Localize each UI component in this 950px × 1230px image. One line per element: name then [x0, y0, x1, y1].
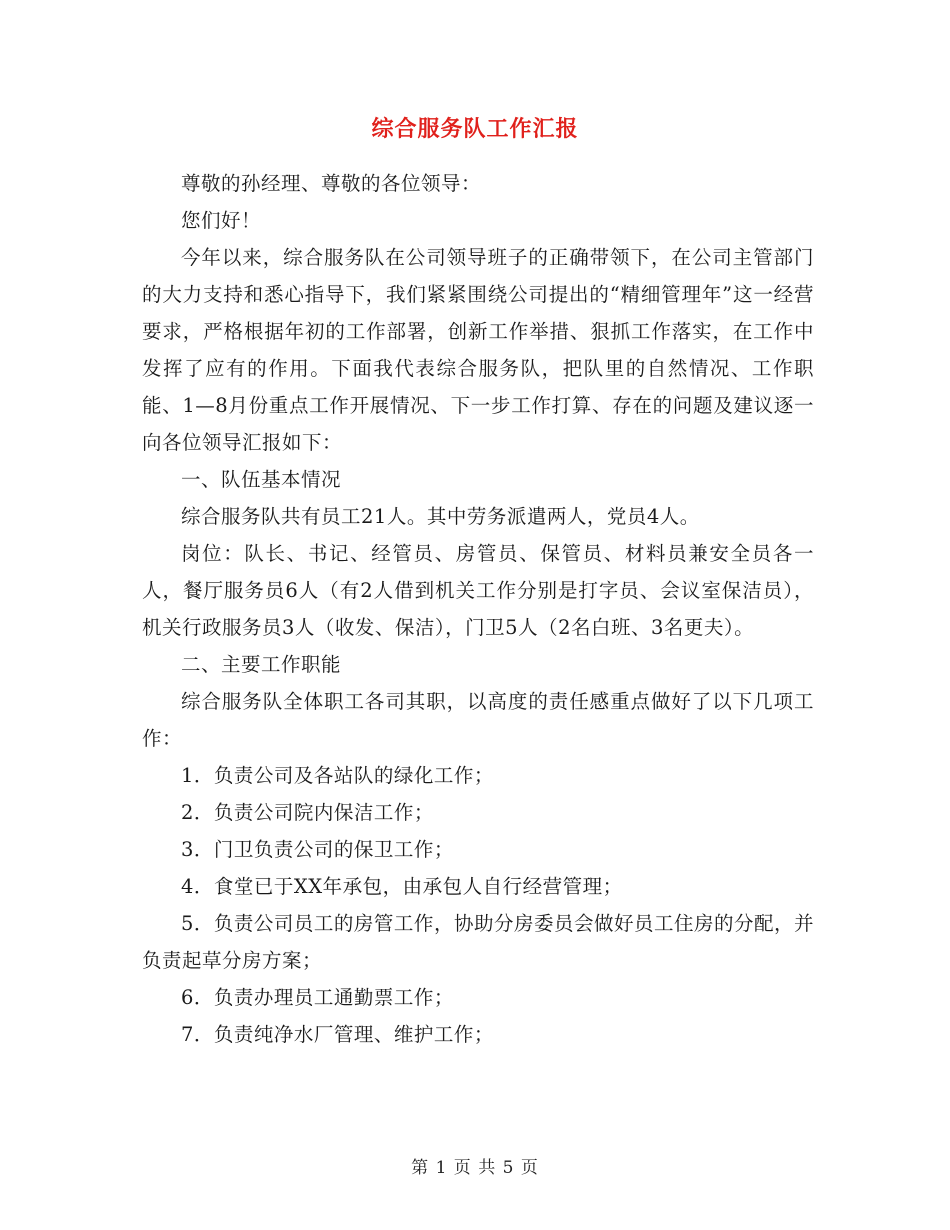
duty-item: 6．负责办理员工通勤票工作； — [181, 986, 454, 1009]
duty-item: 1．负责公司及各站队的绿化工作； — [181, 764, 494, 787]
section-heading-1: 一、队伍基本情况 — [181, 468, 342, 491]
document-title: 综合服务队工作汇报 — [371, 116, 579, 142]
section-heading-2: 二、主要工作职能 — [181, 653, 342, 676]
page-number-footer: 第 1 页 共 5 页 — [411, 1158, 539, 1178]
duty-item: 2．负责公司院内保洁工作； — [181, 801, 434, 824]
duties-intro-paragraph: 综合服务队全体职工各司其职，以高度的责任感重点做好了以下几项工作： — [142, 690, 814, 750]
duty-item: 7．负责纯净水厂管理、维护工作； — [181, 1023, 494, 1046]
document-body — [142, 165, 814, 1053]
duty-item: 3．门卫负责公司的保卫工作； — [181, 838, 454, 861]
salutation-paragraph: 尊敬的孙经理、尊敬的各位领导： — [181, 172, 482, 195]
greeting-paragraph: 您们好！ — [181, 209, 262, 232]
positions-paragraph: 岗位：队长、书记、经管员、房管员、保管员、材料员兼安全员各一人，餐厅服务员6人（有2人借到机关工作分别是打字员、会议室保洁员），机关行政服务员3人（收发、保洁），门卫5人（2名白班、3名更夫）。 — [142, 542, 814, 639]
duty-item: 5．负责公司员工的房管工作，协助分房委员会做好员工住房的分配，并负责起草分房方案； — [142, 912, 814, 972]
duty-item: 4．食堂已于XX年承包，由承包人自行经营管理； — [181, 875, 623, 898]
intro-paragraph: 今年以来，综合服务队在公司领导班子的正确带领下，在公司主管部门的大力支持和悉心指导下，我们紧紧围绕公司提出的“精细管理年”这一经营要求，严格根据年初的工作部署，创新工作举措、狠抓工作落实，在工作中发挥了应有的作用。下面我代表综合服务队，把队里的自然情况、工作职能、1—8月份重点工作开展情况、下一步工作打算、存在的问题及建议逐一向各位领导汇报如下： — [142, 246, 814, 454]
staff-count-paragraph: 综合服务队共有员工21人。其中劳务派遣两人，党员4人。 — [181, 505, 700, 528]
